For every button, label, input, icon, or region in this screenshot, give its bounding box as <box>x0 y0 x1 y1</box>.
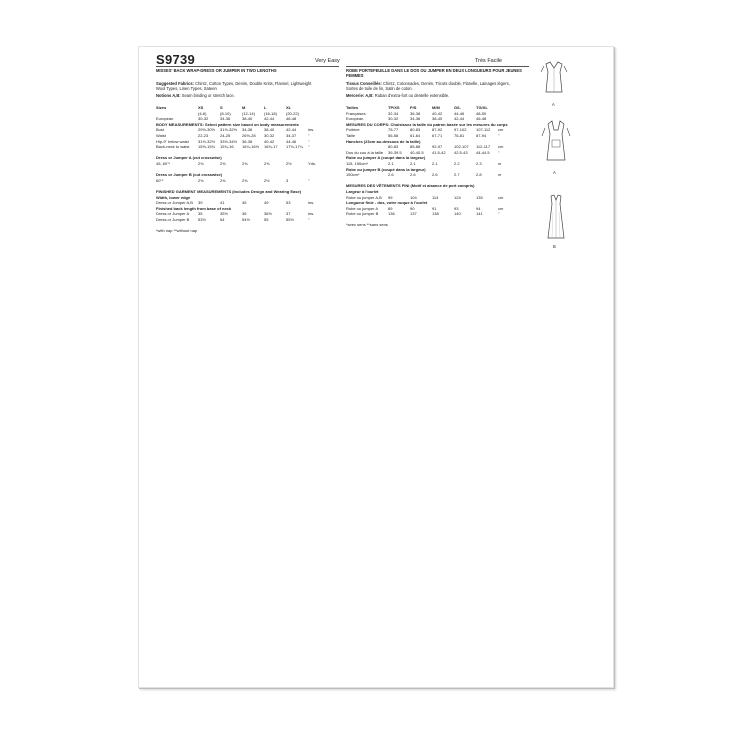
table-cell: 2⅜ <box>242 160 248 166</box>
table-cell: 44-46 <box>454 110 465 116</box>
pattern-number: S9739 <box>156 52 196 67</box>
table-cell: " <box>498 132 500 138</box>
table-cell: 112-117 <box>476 144 491 150</box>
table-cell: 32-34 <box>388 110 399 116</box>
section-heading: Largeur à l'ourlet <box>346 188 379 194</box>
english-fabrics-text-2: Wool Types, Linen Types, Sateen <box>156 86 217 91</box>
english-fabrics-text-1: Chintz, Cotton Types, Denim, Double Knits, Flannel, Lightweight <box>195 81 312 86</box>
table-cell: (16-18) <box>264 110 277 116</box>
table-cell: ins. <box>308 211 315 217</box>
table-cell: " <box>498 149 500 155</box>
section-heading: MESURES DU CORPS: Choisissez la taille du patron basée sur les mesures du corps <box>346 121 508 127</box>
table-cell: 31½-32½ <box>198 138 215 144</box>
table-cell: " <box>308 138 310 144</box>
english-notions-label: Notions A,B: <box>156 93 181 98</box>
table-cell: " <box>308 132 310 138</box>
row-label: Dress or Jumper B <box>156 216 190 222</box>
table-cell: 2.1 <box>432 160 438 166</box>
table-cell: 2⅜ <box>198 177 204 183</box>
view-a-back-sketch <box>538 58 570 110</box>
jumper-sketch-icon <box>540 118 572 178</box>
table-cell: (4-6) <box>198 110 207 116</box>
row-label: Dress or Jumper A <box>156 211 190 217</box>
row-label: Dress or Jumper A,B <box>156 200 193 206</box>
french-title-1: ROBE PORTEFEUILLE DANS LE DOS OU JUMPER EN DEUX LONGUEURS POUR JEUNES <box>346 68 522 73</box>
row-label: 115, 150cm* <box>346 160 369 166</box>
table-cell: 55 <box>264 216 269 222</box>
english-title: MISSES' BACK WRAP-DRESS OR JUMPER IN TWO LENGTHS <box>156 68 277 73</box>
table-cell: 35 <box>198 211 203 217</box>
table-cell: 42.5-43 <box>454 149 468 155</box>
table-cell: 140 <box>454 211 461 217</box>
section-heading: Longueur finie - dos, votre nuque à l'ourlet <box>346 200 428 206</box>
table-cell: 2⅜ <box>198 160 204 166</box>
table-cell: 15¾-16 <box>220 144 234 150</box>
table-cell: 33½-34½ <box>220 138 237 144</box>
table-cell: 22-23 <box>198 132 209 138</box>
table-row <box>346 172 531 178</box>
section-heading: Width, lower edge <box>156 194 191 200</box>
table-cell: 92-97 <box>432 144 443 150</box>
table-cell: 24-25 <box>220 132 231 138</box>
table-cell: 97-102 <box>454 127 467 133</box>
table-cell: 54½ <box>242 216 250 222</box>
table-cell: 16¼-16½ <box>242 144 259 150</box>
row-label: European <box>346 116 364 122</box>
table-cell: 38-40 <box>242 116 253 122</box>
view-label: A <box>552 102 555 107</box>
table-cell: 34-36 <box>242 127 253 133</box>
table-cell: L <box>264 105 267 110</box>
table-cell: 2½ <box>264 177 270 183</box>
table-cell: m <box>498 172 502 178</box>
table-cell: 2⅜ <box>220 160 226 166</box>
section-heading: Dress or Jumper B (cut crosswise) <box>156 172 223 178</box>
table-cell: " <box>308 144 310 150</box>
section-heading: MESURES DES VÊTEMENTS FINI (Motif et aisance de port compris) <box>346 183 475 189</box>
row-label: Hip-9" below waist <box>156 138 189 144</box>
english-footnote <box>156 228 346 234</box>
table-cell: 39-39.5 <box>388 149 402 155</box>
table-cell: 36-38 <box>242 138 253 144</box>
table-cell: 75-77 <box>388 127 399 133</box>
table-cell: 38-40 <box>264 127 275 133</box>
table-cell: 54 <box>220 216 225 222</box>
section-heading: Robe ou jumper B (coupé dans la largeur) <box>346 166 426 172</box>
table-cell: 34-36 <box>220 116 231 122</box>
table-cell: 87-92 <box>432 127 443 133</box>
table-cell: m <box>498 160 502 166</box>
row-label: Taille <box>346 132 356 138</box>
table-cell: 44-46 <box>286 138 297 144</box>
table-cell: 17⅛-17¼ <box>286 144 303 150</box>
table-cell: 38-40 <box>432 116 443 122</box>
table-cell: cm <box>498 127 504 133</box>
table-row <box>156 144 346 150</box>
table-cell: (8-10) <box>220 110 231 116</box>
english-difficulty: Very Easy <box>315 58 340 64</box>
table-cell: G/L <box>454 105 461 110</box>
table-cell: 46-48 <box>286 116 297 122</box>
table-cell: 46-48 <box>476 116 487 122</box>
table-cell: 16¾-17 <box>264 144 278 150</box>
table-cell: 2.1 <box>388 160 394 166</box>
french-size-table <box>346 105 531 228</box>
view-a-front-sketch <box>540 118 572 178</box>
table-cell: 36½ <box>264 211 272 217</box>
table-cell: 93 <box>454 205 459 211</box>
view-label: B <box>553 244 556 249</box>
row-label: Waist <box>156 132 166 138</box>
table-cell: 136 <box>388 211 395 217</box>
table-cell: cm <box>498 144 504 150</box>
french-notions <box>346 93 449 98</box>
table-cell: 90 <box>410 205 415 211</box>
section-heading: FINISHED GARMENT MEASUREMENTS (Includes Design and Wearing Ease) <box>156 188 302 194</box>
english-notions-text: Seam binding or stretch lace. <box>181 93 235 98</box>
table-cell: 56-58 <box>388 132 399 138</box>
table-cell: 48-50 <box>476 110 487 116</box>
long-dress-sketch-icon <box>541 192 571 252</box>
table-cell: P/S <box>410 105 417 110</box>
table-cell: 104 <box>410 194 417 200</box>
table-cell: 67-71 <box>432 132 443 138</box>
french-notions-label: Mercerie: A,B: <box>346 93 374 98</box>
table-cell: 39 <box>198 200 203 206</box>
table-cell: 138 <box>432 211 439 217</box>
row-label: Bust <box>156 127 165 133</box>
section-heading: Finished back length from base of neck <box>156 205 232 211</box>
table-cell: 42-44 <box>286 127 297 133</box>
table-cell: 36-38 <box>410 110 421 116</box>
table-cell: 40-40.5 <box>410 149 424 155</box>
section-heading: Dress or Jumper A (cut crosswise) <box>156 155 222 161</box>
table-cell: (12-14) <box>242 110 255 116</box>
table-cell: 2.6 <box>410 172 416 178</box>
table-cell: 34-37 <box>286 132 297 138</box>
french-fabrics-text-1: Chintz, Cotonnades, Denim, Tricots double, Flanelle, Lainages légers, <box>383 81 510 86</box>
table-cell: 87-94 <box>476 132 487 138</box>
row-label: Dos du cou à la taille <box>346 149 384 155</box>
table-cell: 30-32 <box>388 116 399 122</box>
table-cell: " <box>308 177 310 183</box>
table-cell: M <box>242 105 246 110</box>
table-cell: 114 <box>432 194 439 200</box>
table-row <box>346 211 531 217</box>
table-cell: 26½-28 <box>242 132 256 138</box>
row-label: European <box>156 116 174 122</box>
french-fabrics-label: Tissus Conseillés: <box>346 81 382 86</box>
table-cell: ins. <box>308 200 315 206</box>
french-header-rule <box>346 66 529 67</box>
table-cell: 2⅜ <box>264 160 270 166</box>
table-cell: 141 <box>476 211 483 217</box>
table-cell: 76-81 <box>454 132 465 138</box>
table-cell: 2⅜ <box>242 177 248 183</box>
table-cell: TG/XL <box>476 105 488 110</box>
table-cell: 2.1 <box>410 160 416 166</box>
section-heading: Hanches (23cm au-dessous de la taille) <box>346 138 421 144</box>
table-cell: 135 <box>476 194 483 200</box>
table-cell: 61-64 <box>410 132 421 138</box>
english-notions <box>156 93 235 98</box>
table-cell: 40-42 <box>264 138 275 144</box>
table-cell: 2.7 <box>454 172 460 178</box>
table-cell: 49 <box>264 200 269 206</box>
table-cell: 30-32 <box>264 132 275 138</box>
french-footnote <box>346 222 531 228</box>
french-difficulty: Très Facile <box>475 58 502 64</box>
row-label: Robe ou jumper A <box>346 205 379 211</box>
section-heading: BODY MEASUREMENTS: Select pattern size based on body measurements <box>156 121 299 127</box>
table-cell: 3 <box>286 177 289 183</box>
row-label: Tailles <box>346 105 359 110</box>
table-cell: 2⅜ <box>220 177 226 183</box>
table-cell: (20-22) <box>286 110 299 116</box>
table-cell: 80-83 <box>388 144 399 150</box>
row-label: 150cm* <box>346 172 360 178</box>
table-cell: 31½-32½ <box>220 127 237 133</box>
table-cell: 41.5-42 <box>432 149 446 155</box>
english-fabrics-label: Suggested Fabrics: <box>156 81 194 86</box>
table-cell: 35½ <box>220 211 228 217</box>
table-cell: 44-44.5 <box>476 149 490 155</box>
row-label: 45, 60"* <box>156 160 171 166</box>
table-row <box>156 178 346 184</box>
table-cell: 80-83 <box>410 127 421 133</box>
table-cell: ins. <box>308 127 315 133</box>
table-cell: 102-107 <box>454 144 469 150</box>
table-cell: 53 <box>286 200 291 206</box>
table-cell: 124 <box>454 194 461 200</box>
row-label: Sizes <box>156 105 167 110</box>
table-cell: 2.6 <box>388 172 394 178</box>
table-cell: 2.3 <box>476 160 482 166</box>
table-cell: 40-42 <box>432 110 443 116</box>
table-row <box>156 217 346 223</box>
view-label: A <box>553 170 556 175</box>
table-cell: 30-32 <box>198 116 209 122</box>
table-cell: " <box>498 211 500 217</box>
table-cell: 91 <box>432 205 437 211</box>
french-fabrics-text-2: Sortes de toile de lin, Satin de coton. <box>346 86 413 91</box>
table-cell: 2.8 <box>476 172 482 178</box>
table-cell: 29½-30½ <box>198 127 215 133</box>
row-label: Robe ou jumper A,B <box>346 194 382 200</box>
table-cell: 137 <box>410 211 417 217</box>
french-title-2: FEMMES <box>346 73 364 78</box>
french-notions-text: Ruban d'extra-fort ou dentelle extensible. <box>374 93 450 98</box>
section-heading: Robe ou jumper A (coupé dans la largeur) <box>346 155 426 161</box>
table-cell: 36 <box>242 211 247 217</box>
table-cell: " <box>308 216 310 222</box>
table-cell: 41 <box>220 200 225 206</box>
row-label: Back-neck to waist <box>156 144 190 150</box>
table-cell: 55½ <box>286 216 294 222</box>
table-cell: 2½ <box>286 160 292 166</box>
table-cell: 89 <box>388 205 393 211</box>
table-cell: 2.6 <box>432 172 438 178</box>
table-cell: 107-112 <box>476 127 491 133</box>
table-cell: M/M <box>432 105 440 110</box>
table-cell: 37 <box>286 211 291 217</box>
english-size-table <box>156 105 346 234</box>
table-cell: 45 <box>242 200 247 206</box>
table-row <box>156 161 346 167</box>
table-cell: 34-36 <box>410 116 421 122</box>
table-cell: 94 <box>476 205 481 211</box>
row-label: 60"* <box>156 177 164 183</box>
table-cell: 42-44 <box>264 116 275 122</box>
row-label: Robe ou jumper B <box>346 211 379 217</box>
row-label: Poitrine <box>346 127 360 133</box>
row-label: Françaises <box>346 110 366 116</box>
table-cell: 2.2 <box>454 160 460 166</box>
view-b-sketch <box>541 192 571 252</box>
table-cell: XL <box>286 105 292 110</box>
table-cell: Yds. <box>308 160 317 166</box>
table-cell: TP/XS <box>388 105 400 110</box>
table-cell: S <box>220 105 223 110</box>
footnote: *with nap **without nap <box>156 228 198 234</box>
english-header-rule <box>156 66 339 67</box>
footnote: *avec sens **sans sens <box>346 222 388 228</box>
table-cell: 42-44 <box>454 116 465 122</box>
table-cell: 99 <box>388 194 393 200</box>
table-cell: cm <box>498 205 504 211</box>
table-cell: cm <box>498 194 504 200</box>
table-cell: 15½-15¾ <box>198 144 215 150</box>
table-cell: 85-88 <box>410 144 421 150</box>
table-cell: 53½ <box>198 216 206 222</box>
table-cell: XS <box>198 105 204 110</box>
